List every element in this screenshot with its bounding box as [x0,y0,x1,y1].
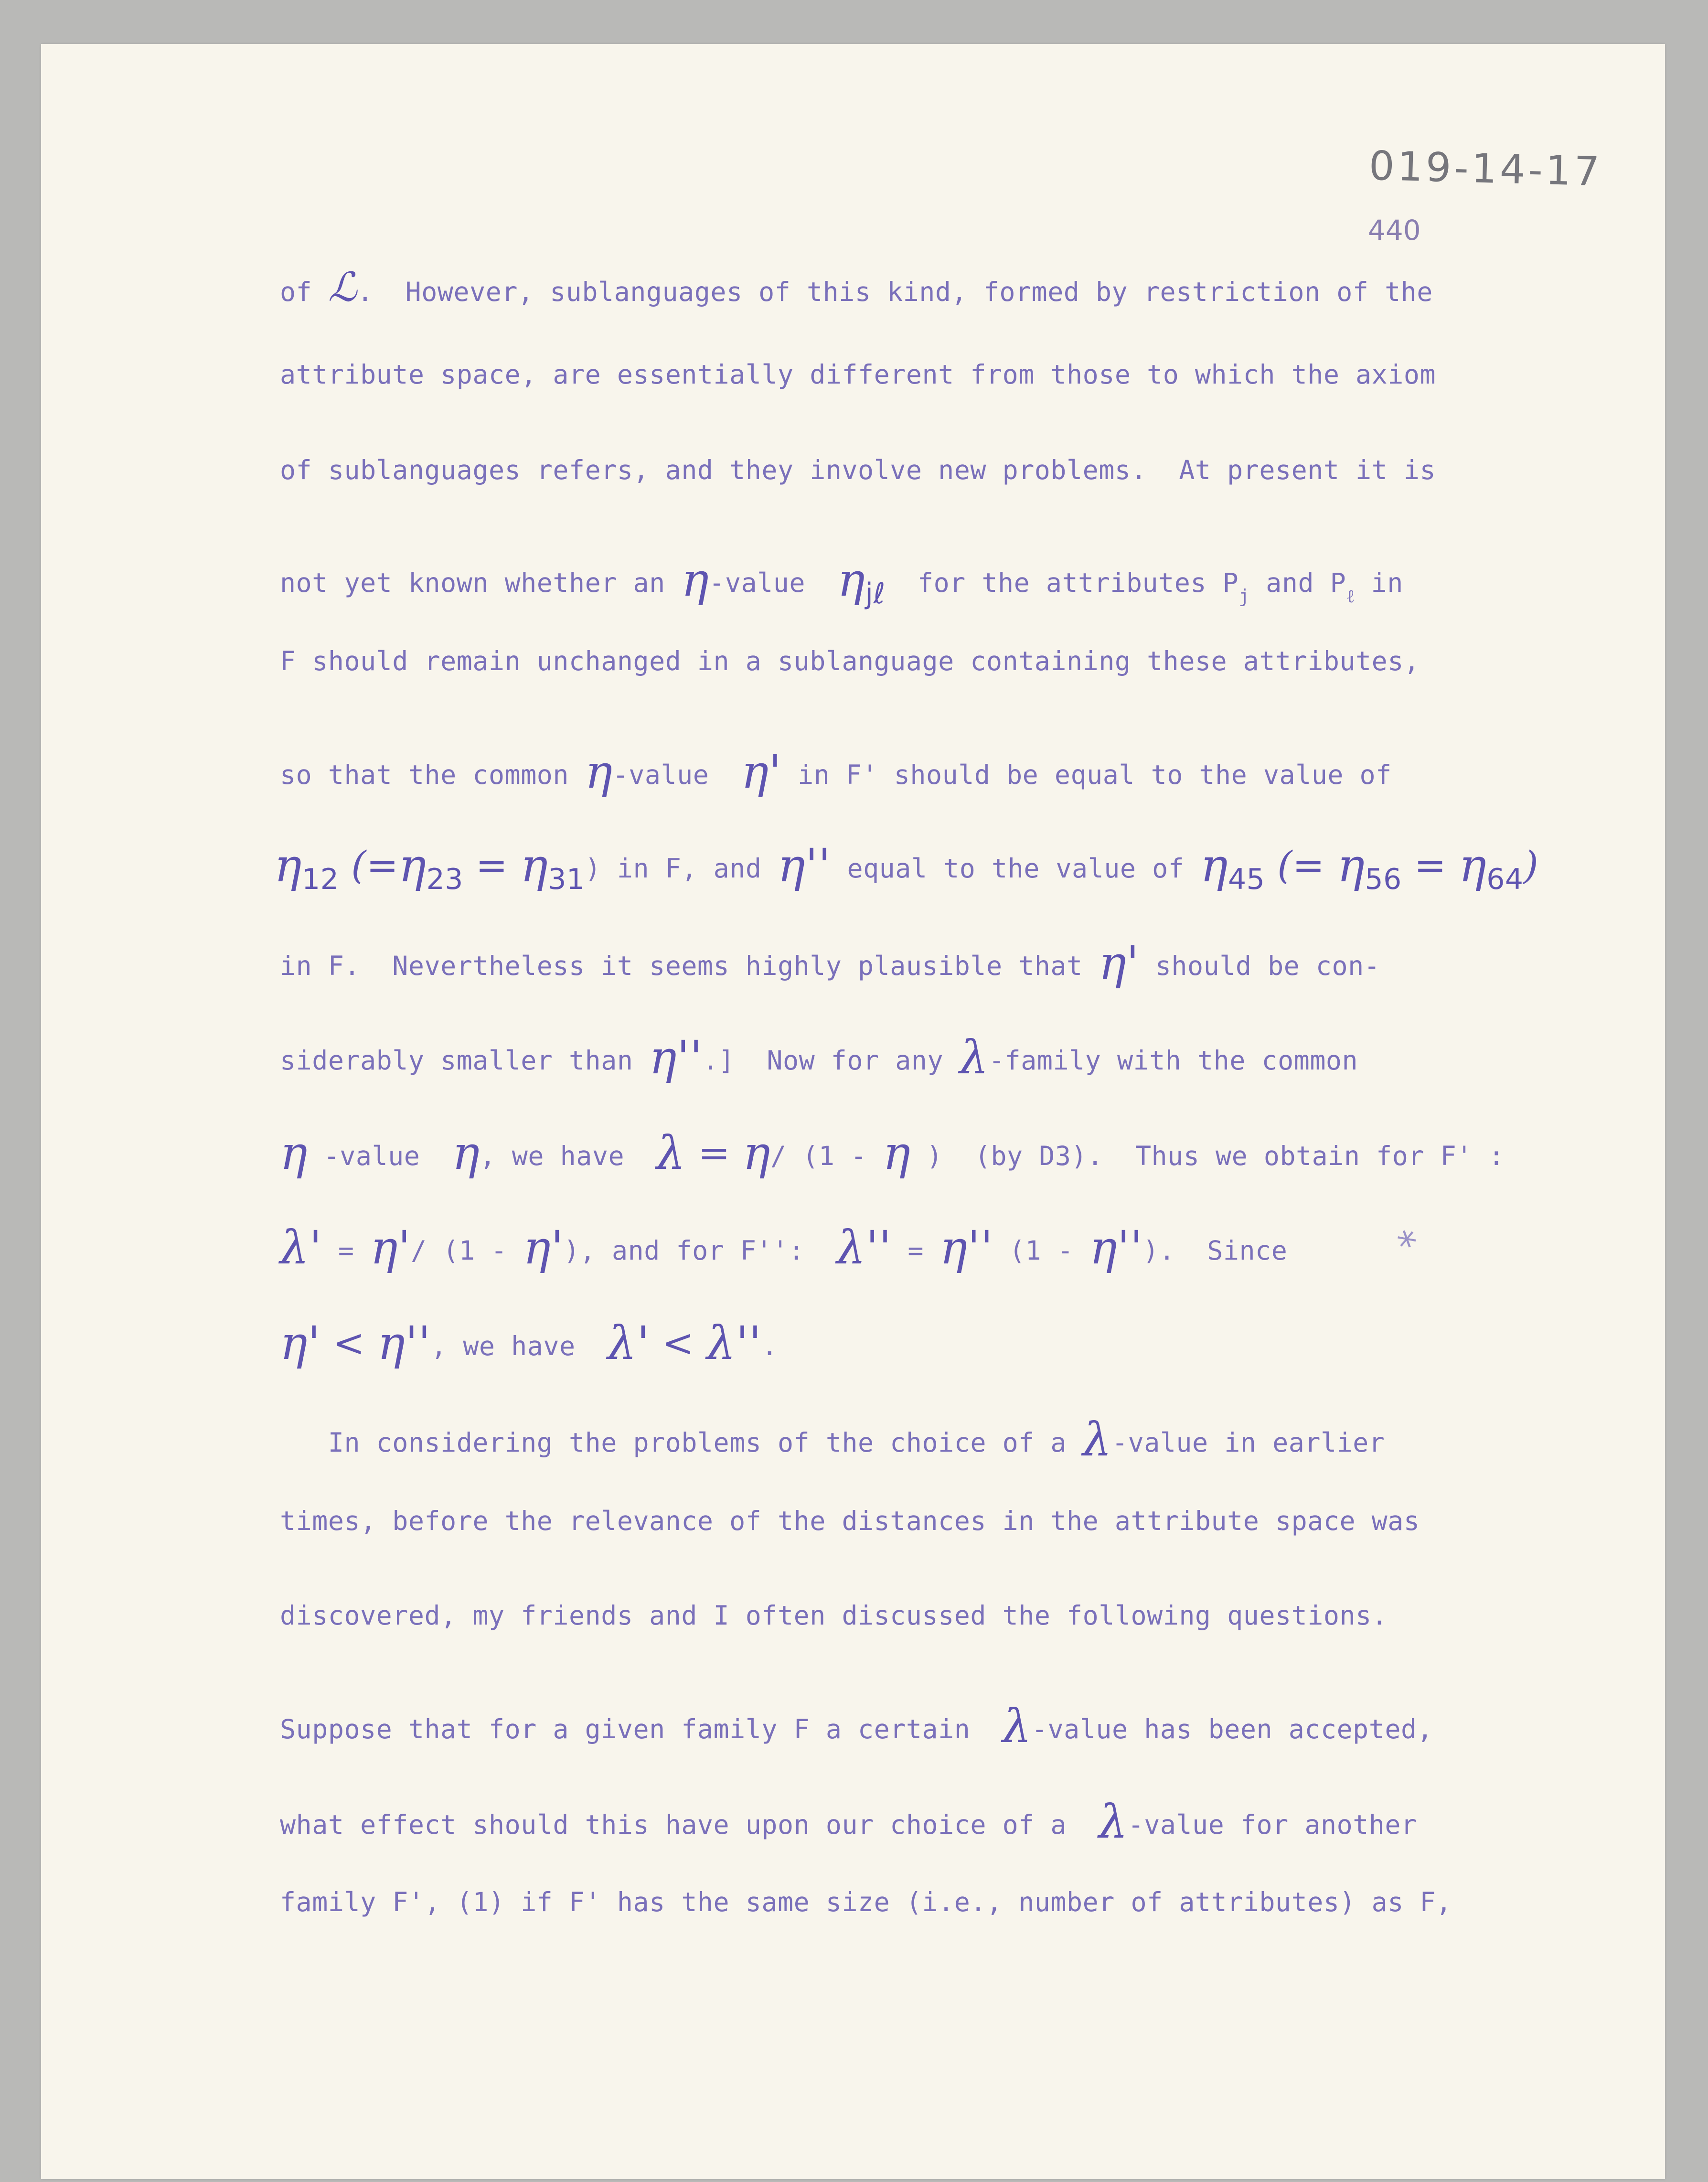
eta-symbol: η [280,1126,308,1180]
text-fragment: Suppose that for a given family F a certain [280,1714,1003,1744]
eta-prime-symbol: η' [523,1221,564,1274]
text-fragment: equal to the value of [831,853,1200,884]
text-fragment: ) (by D3). Thus we obtain for F' : [910,1141,1505,1171]
text-fragment: -value [709,567,838,598]
eta-double-prime-symbol: η'' [1089,1221,1143,1274]
text-fragment: -family with the common [989,1045,1358,1076]
eta-symbol: η [274,839,302,892]
eta-double-prime-symbol: η'' [778,839,831,892]
text-line-11 [280,1217,1288,1274]
text-fragment: of [280,277,328,307]
lambda-double-prime-symbol: λ'' [706,1316,762,1370]
text-line-6 [280,741,1392,799]
eta-symbol: η [398,839,427,892]
eta-symbol: η [452,1126,480,1180]
text-line-9 [280,1027,1358,1084]
text-fragment: -value has been accepted, [1031,1714,1433,1744]
less-than-symbol: < [650,1321,707,1365]
text-line-15: discovered, my friends and I often discussed the following questions. [280,1600,1388,1631]
eta-symbol: η [883,1126,911,1180]
subscript: 45 [1228,863,1265,896]
subscript: 64 [1486,863,1524,896]
text-fragment: , we have [431,1331,608,1361]
eta-double-prime-symbol: η'' [649,1031,703,1084]
script-l-symbol: ℒ [328,264,357,310]
text-fragment: = [891,1235,940,1266]
text-fragment: In considering the problems of the choice of a [280,1427,1083,1458]
text-fragment: in F' should be equal to the value of [781,759,1392,790]
text-line-18: family F', (1) if F' has the same size (i.e., number of attributes) as F, [280,1887,1452,1917]
eta-symbol: η [1200,839,1228,892]
eta-symbol: η [743,1126,771,1180]
lambda-symbol: λ [1002,1700,1032,1753]
eta-symbol: η [1337,839,1365,892]
text-fragment: -value [612,759,741,790]
text-fragment: . [761,1331,778,1361]
subscript: 23 [426,863,463,896]
text-line-1 [280,264,1433,310]
text-line-3: of sublanguages refers, and they involve new problems. At present it is [280,455,1436,485]
text-line-16 [280,1696,1433,1753]
text-fragment: / (1 - [410,1235,523,1266]
text-fragment: ), and for F'': [564,1235,837,1266]
eta-symbol: η [1459,839,1487,892]
text-fragment: -value for another [1128,1809,1417,1840]
eta-prime-symbol: η' [370,1221,411,1274]
text-fragment: = [322,1235,371,1266]
archive-id: 019-14-17 [1368,142,1603,195]
margin-star-mark: * [1392,1220,1426,1270]
handwritten-text: (= [1265,843,1337,888]
lambda-prime-symbol: λ' [280,1221,322,1274]
eta-symbol: η [520,839,548,892]
text-fragment: what effect should this have upon our choice of a [280,1809,1099,1840]
lambda-symbol: λ [1099,1795,1128,1849]
text-fragment: -value [308,1141,452,1171]
text-fragment: .] Now for any [702,1045,960,1076]
handwritten-text: = [685,1131,743,1175]
subscript: ℓ [1346,586,1355,607]
eta-double-prime-symbol: η'' [939,1221,993,1274]
lambda-symbol: λ [959,1031,989,1084]
text-line-2: attribute space, are essentially different from those to which the axiom [280,359,1436,390]
less-than-symbol: < [320,1321,378,1365]
text-fragment: for the attributes P [885,567,1239,598]
lambda-symbol: λ [656,1126,686,1180]
subscript: jℓ [865,577,886,610]
lambda-symbol: λ [1082,1413,1112,1466]
text-fragment: ). Since [1142,1235,1288,1266]
eta-prime-symbol: η' [741,745,782,799]
text-fragment: -value in earlier [1111,1427,1385,1458]
text-fragment: / (1 - [770,1141,883,1171]
handwritten-text: ) [1523,843,1539,888]
subscript: 12 [302,863,339,896]
handwritten-text: = [1401,843,1459,888]
text-fragment: so that the common [280,759,585,790]
subscript: j [1238,586,1250,607]
subscript: 56 [1365,863,1402,896]
page-number: 440 [1368,214,1421,246]
text-line-4 [280,549,1403,610]
lambda-double-prime-symbol: λ'' [836,1221,892,1274]
text-fragment: in F. Nevertheless it seems highly plausible that [280,951,1099,981]
eta-prime-symbol: η' [1099,936,1140,990]
text-fragment: ) in F, and [585,853,778,884]
text-fragment: should be con- [1139,951,1380,981]
text-line-7 [274,835,1539,896]
text-line-10 [280,1123,1505,1180]
text-line-13 [280,1409,1385,1466]
eta-symbol: η [681,553,709,607]
text-fragment: siderably smaller than [280,1045,650,1076]
text-line-8 [280,932,1380,990]
handwritten-text: (= [339,843,399,888]
text-fragment: in [1355,567,1403,598]
text-line-17 [280,1791,1417,1849]
eta-double-prime-symbol: η'' [377,1316,431,1370]
text-fragment: not yet known whether an [280,567,682,598]
eta-symbol: η [585,745,613,799]
eta-symbol: η [837,553,865,607]
text-fragment: and P [1249,567,1346,598]
text-line-5: F should remain unchanged in a sublanguage containing these attributes, [280,646,1420,676]
text-fragment: (1 - [993,1235,1090,1266]
eta-prime-symbol: η' [280,1316,320,1370]
text-line-12 [280,1313,778,1370]
subscript: 31 [548,863,585,896]
text-line-14: times, before the relevance of the distances in the attribute space was [280,1506,1420,1536]
handwritten-text: = [463,843,521,888]
text-fragment: , we have [480,1141,657,1171]
lambda-prime-symbol: λ' [607,1316,650,1370]
text-fragment: . However, sublanguages of this kind, formed by restriction of the [357,277,1433,307]
